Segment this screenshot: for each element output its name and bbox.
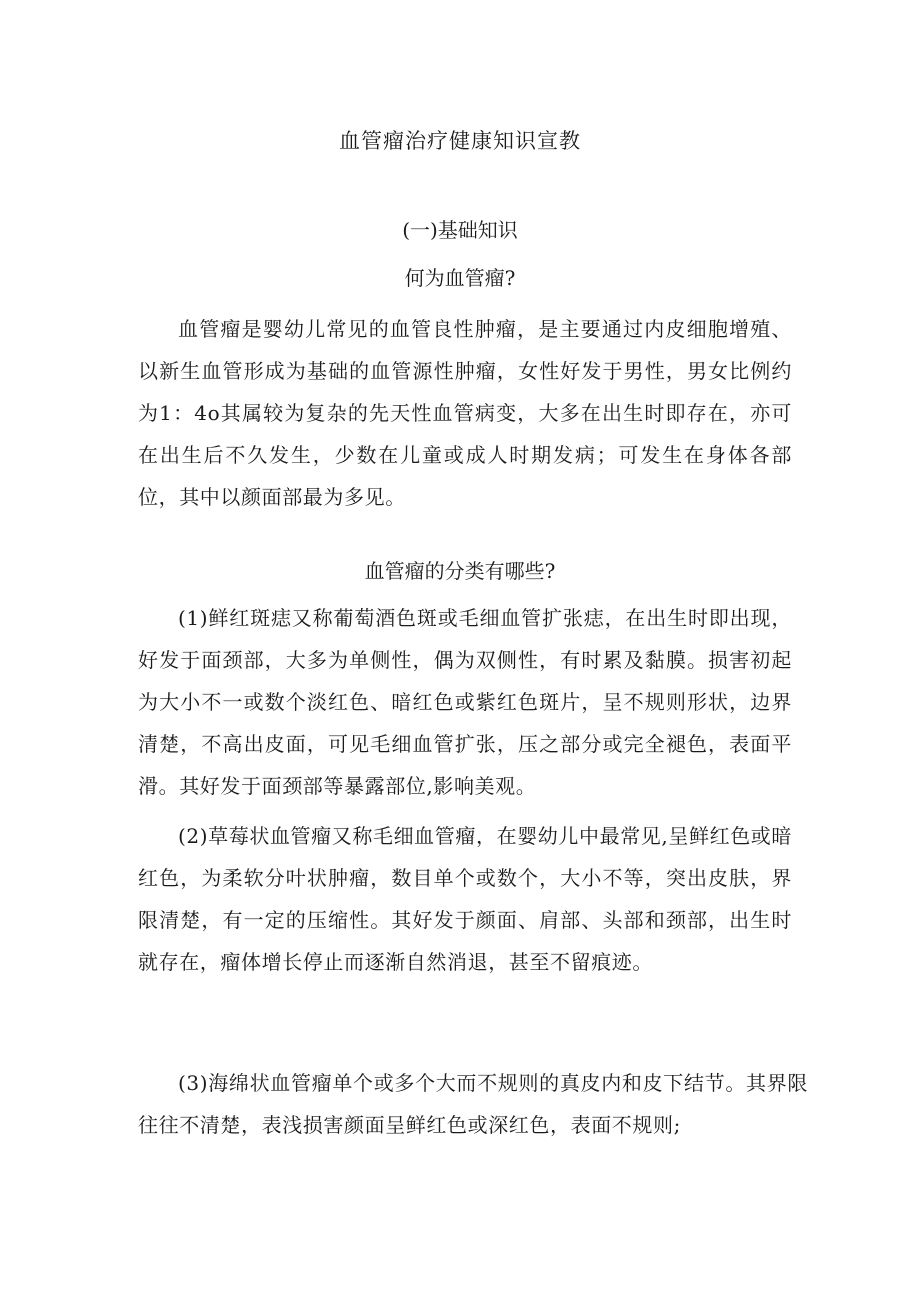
- paragraph-cavernous-hemangioma: (3)海绵状血管瘤单个或多个大而不规则的真皮内和皮下结节。其界限往往不清楚，表浅损害颜面呈鲜红色或深红色，表面不规则;: [138, 1071, 808, 1137]
- section-heading: (一)基础知识: [402, 218, 518, 242]
- question-heading-what-is: 何为血管瘤?: [404, 266, 516, 290]
- paragraph-strawberry-hemangioma: (2)草莓状血管瘤又称毛细血管瘤，在婴幼儿中最常见,呈鲜红色或暗红色，为柔软分叶状肿瘤，数目单个或数个，大小不等，突出皮肤，界限清楚，有一定的压缩性。其好发于颜面、肩部、头部和颈部，出生时就存在，瘤体增长停止而逐渐自然消退，甚至不留痕迹。: [138, 824, 792, 974]
- paragraph-definition: 血管瘤是婴幼儿常见的血管良性肿瘤，是主要通过内皮细胞增殖、以新生血管形成为基础的血管源性肿瘤，女性好发于男性，男女比例约为1：4o其属较为复杂的先天性血管病变，大多在出生时即存在，亦可在出生后不久发生，少数在儿童或成人时期发病；可发生在身体各部位，其中以颜面部最为多见。: [138, 317, 792, 509]
- document-title: 血管瘤治疗健康知识宣教: [339, 129, 581, 153]
- question-heading-classification: 血管瘤的分类有哪些?: [364, 559, 556, 583]
- paragraph-port-wine-stain: (1)鲜红斑痣又称葡萄酒色斑或毛细血管扩张痣，在出生时即出现，好发于面颈部，大多为单侧性，偶为双侧性，有时累及黏膜。损害初起为大小不一或数个淡红色、暗红色或紫红色斑片，呈不规则形状，边界清楚，不高出皮面，可见毛细血管扩张，压之部分或完全褪色，表面平滑。其好发于面颈部等暴露部位,影响美观。: [138, 606, 792, 798]
